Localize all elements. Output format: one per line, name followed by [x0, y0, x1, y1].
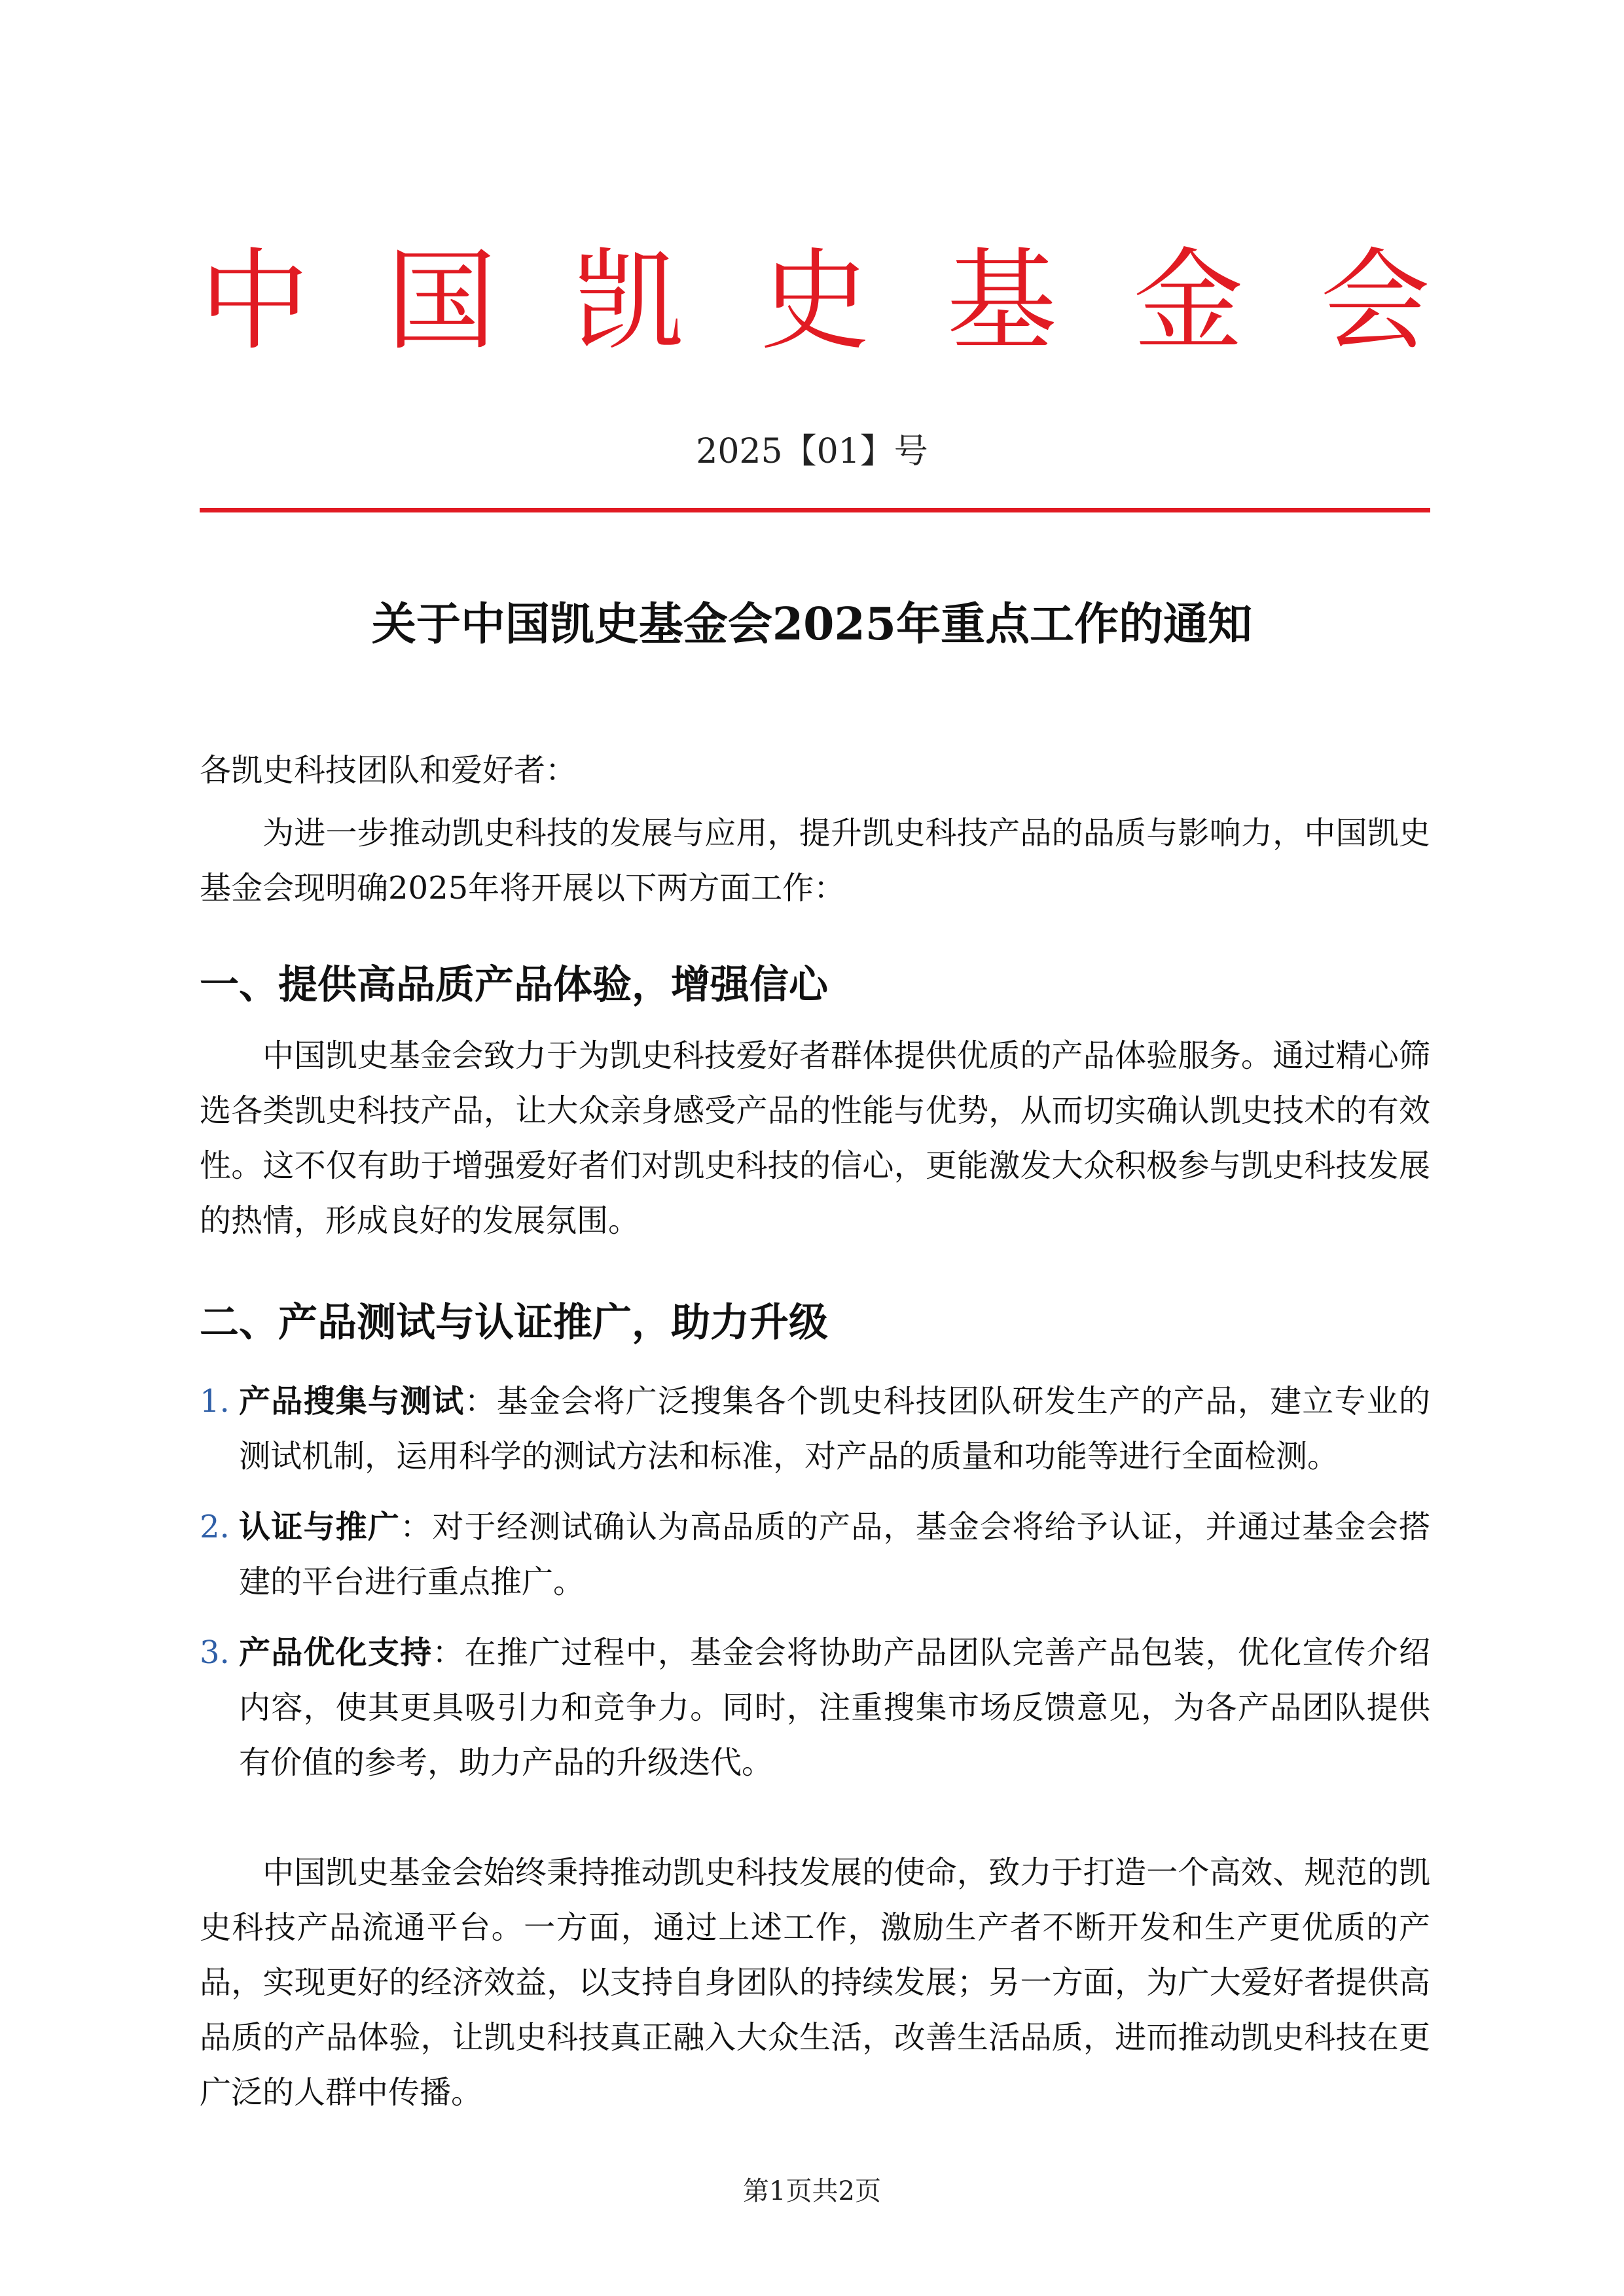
intro-paragraph: 为进一步推动凯史科技的发展与应用，提升凯史科技产品的品质与影响力，中国凯史基金会现明确2025年将开展以下两方面工作： [200, 815, 1430, 906]
org-name-char: 会 [1320, 237, 1430, 365]
list-item-text: ：对于经测试确认为高品质的产品，基金会将给予认证，并通过基金会搭建的平台进行重点推广。 [239, 1509, 1430, 1600]
section-heading-2: 二、产品测试与认证推广，助力升级 [200, 1300, 828, 1346]
org-name-char: 中 [200, 237, 310, 365]
header-divider [200, 508, 1430, 512]
org-name-char: 史 [759, 237, 870, 365]
org-name-char: 国 [386, 237, 497, 365]
list-item-text: ：在推广过程中，基金会将协助产品团队完善产品包装，优化宣传介绍内容，使其更具吸引力和竞争力。同时，注重搜集市场反馈意见，为各产品团队提供有价值的参考，助力产品的升级迭代。 [239, 1634, 1430, 1781]
list-number: 2. [200, 1509, 230, 1545]
list-item [200, 1374, 1430, 1484]
page-footer: 第1页共2页 [743, 2176, 881, 2206]
document-number: 2025【01】号 [696, 432, 928, 471]
list-number: 3. [200, 1634, 230, 1671]
closing-paragraph: 中国凯史基金会始终秉持推动凯史科技发展的使命，致力于打造一个高效、规范的凯史科技产品流通平台。一方面，通过上述工作，激励生产者不断开发和生产更优质的产品，实现更好的经济效益，以支持自身团队的持续发展；另一方面，为广大爱好者提供高品质的产品体验，让凯史科技真正融入大众生活，改善生活品质，进而推动凯史科技在更广泛的人群中传播。 [200, 1854, 1430, 2111]
list-item [200, 1625, 1430, 1790]
list-item [200, 1499, 1430, 1609]
list-item-lead: 产品搜集与测试 [239, 1383, 465, 1420]
list-item-body [239, 1499, 1430, 1609]
org-name-header [200, 236, 1430, 367]
list-item-lead: 产品优化支持 [239, 1634, 433, 1671]
list-item-text: ：基金会将广泛搜集各个凯史科技团队研发生产的产品，建立专业的测试机制，运用科学的测试方法和标准，对产品的质量和功能等进行全面检测。 [239, 1383, 1430, 1475]
salutation: 各凯史科技团队和爱好者： [200, 752, 577, 789]
list-item-lead: 认证与推广 [239, 1509, 401, 1545]
document-body [200, 743, 1430, 2120]
section-1-paragraph: 中国凯史基金会致力于为凯史科技爱好者群体提供优质的产品体验服务。通过精心筛选各类凯史科技产品，让大众亲身感受产品的性能与优势，从而切实确认凯史技术的有效性。这不仅有助于增强爱好者们对凯史科技的信心，更能激发大众积极参与凯史科技发展的热情，形成良好的发展氛围。 [200, 1037, 1430, 1239]
section-heading-1: 一、提供高品质产品体验，增强信心 [200, 962, 828, 1008]
list-item-body [239, 1374, 1430, 1484]
numbered-list [200, 1374, 1430, 1790]
list-number: 1. [200, 1383, 230, 1420]
org-name-char: 基 [947, 237, 1057, 365]
org-name-char: 金 [1133, 237, 1244, 365]
list-item-body [239, 1625, 1430, 1790]
org-name-char: 凯 [573, 237, 683, 365]
notice-title: 关于中国凯史基金会2025年重点工作的通知 [371, 598, 1253, 651]
